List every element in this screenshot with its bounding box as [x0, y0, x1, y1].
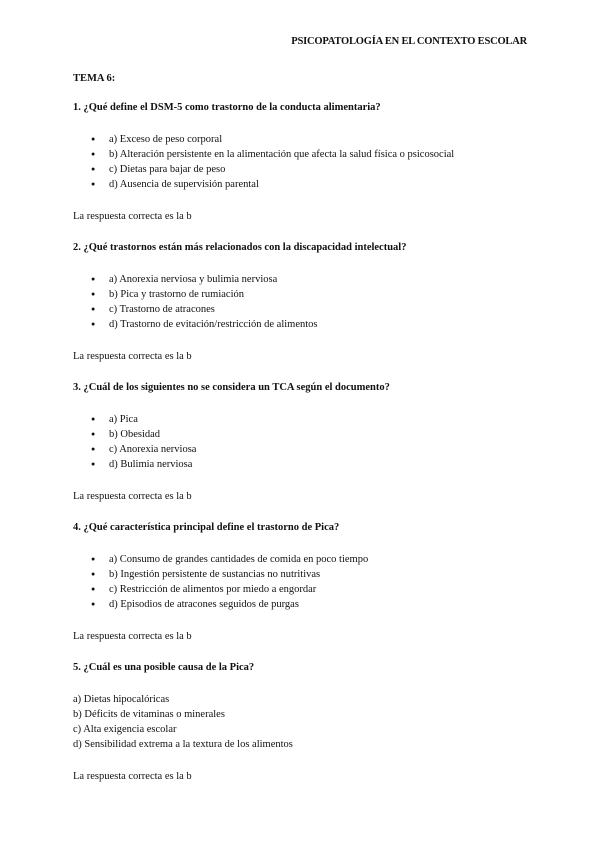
option-item: ● c) Trastorno de atracones — [91, 302, 533, 317]
option-item: ● d) Episodios de atracones seguidos de purgas — [91, 597, 533, 612]
option-item: ● a) Exceso de peso corporal — [91, 132, 533, 147]
answer-text: La respuesta correcta es la b — [73, 631, 192, 642]
question-block — [73, 381, 533, 503]
question-text: 5. ¿Cuál es una posible causa de la Pica? — [73, 662, 255, 673]
option-item: b) Déficits de vitaminas o minerales — [73, 709, 225, 720]
question-block — [73, 241, 533, 363]
option-item: ● c) Dietas para bajar de peso — [91, 162, 533, 177]
answer-text: La respuesta correcta es la b — [73, 491, 192, 502]
option-item: ● b) Pica y trastorno de rumiación — [91, 287, 533, 302]
options-list — [73, 132, 533, 192]
option-item: ● c) Restricción de alimentos por miedo a engordar — [91, 582, 533, 597]
question-block — [73, 101, 533, 223]
option-item: ● d) Ausencia de supervisión parental — [91, 177, 533, 192]
option-item: c) Alta exigencia escolar — [73, 724, 177, 735]
option-item: a) Dietas hipocalóricas — [73, 694, 170, 705]
document-body — [73, 72, 533, 801]
question-text: 2. ¿Qué trastornos están más relacionados con la discapacidad intelectual? — [73, 242, 407, 253]
option-item: ● a) Pica — [91, 412, 533, 427]
question-text: 3. ¿Cuál de los siguientes no se considera un TCA según el documento? — [73, 382, 390, 393]
options-list — [73, 692, 533, 752]
option-item: ● b) Alteración persistente en la alimentación que afecta la salud física o psicosocial — [91, 147, 533, 162]
option-item: ● b) Ingestión persistente de sustancias no nutritivas — [91, 567, 533, 582]
options-list — [73, 552, 533, 612]
option-item: ● d) Trastorno de evitación/restricción de alimentos — [91, 317, 533, 332]
document-header: PSICOPATOLOGÍA EN EL CONTEXTO ESCOLAR — [291, 36, 527, 47]
question-text: 4. ¿Qué característica principal define el trastorno de Pica? — [73, 522, 340, 533]
options-list — [73, 272, 533, 332]
option-item: ● a) Consumo de grandes cantidades de comida en poco tiempo — [91, 552, 533, 567]
option-item: ● a) Anorexia nerviosa y bulimia nerviosa — [91, 272, 533, 287]
options-list — [73, 412, 533, 472]
option-item: ● d) Bulimia nerviosa — [91, 457, 533, 472]
question-block — [73, 521, 533, 643]
question-text: 1. ¿Qué define el DSM-5 como trastorno de la conducta alimentaria? — [73, 102, 381, 113]
option-item: d) Sensibilidad extrema a la textura de los alimentos — [73, 739, 293, 750]
option-item: ● c) Anorexia nerviosa — [91, 442, 533, 457]
section-title: TEMA 6: — [73, 73, 116, 84]
option-item: ● b) Obesidad — [91, 427, 533, 442]
answer-text: La respuesta correcta es la b — [73, 351, 192, 362]
answer-text: La respuesta correcta es la b — [73, 771, 192, 782]
answer-text: La respuesta correcta es la b — [73, 211, 192, 222]
question-block — [73, 661, 533, 783]
